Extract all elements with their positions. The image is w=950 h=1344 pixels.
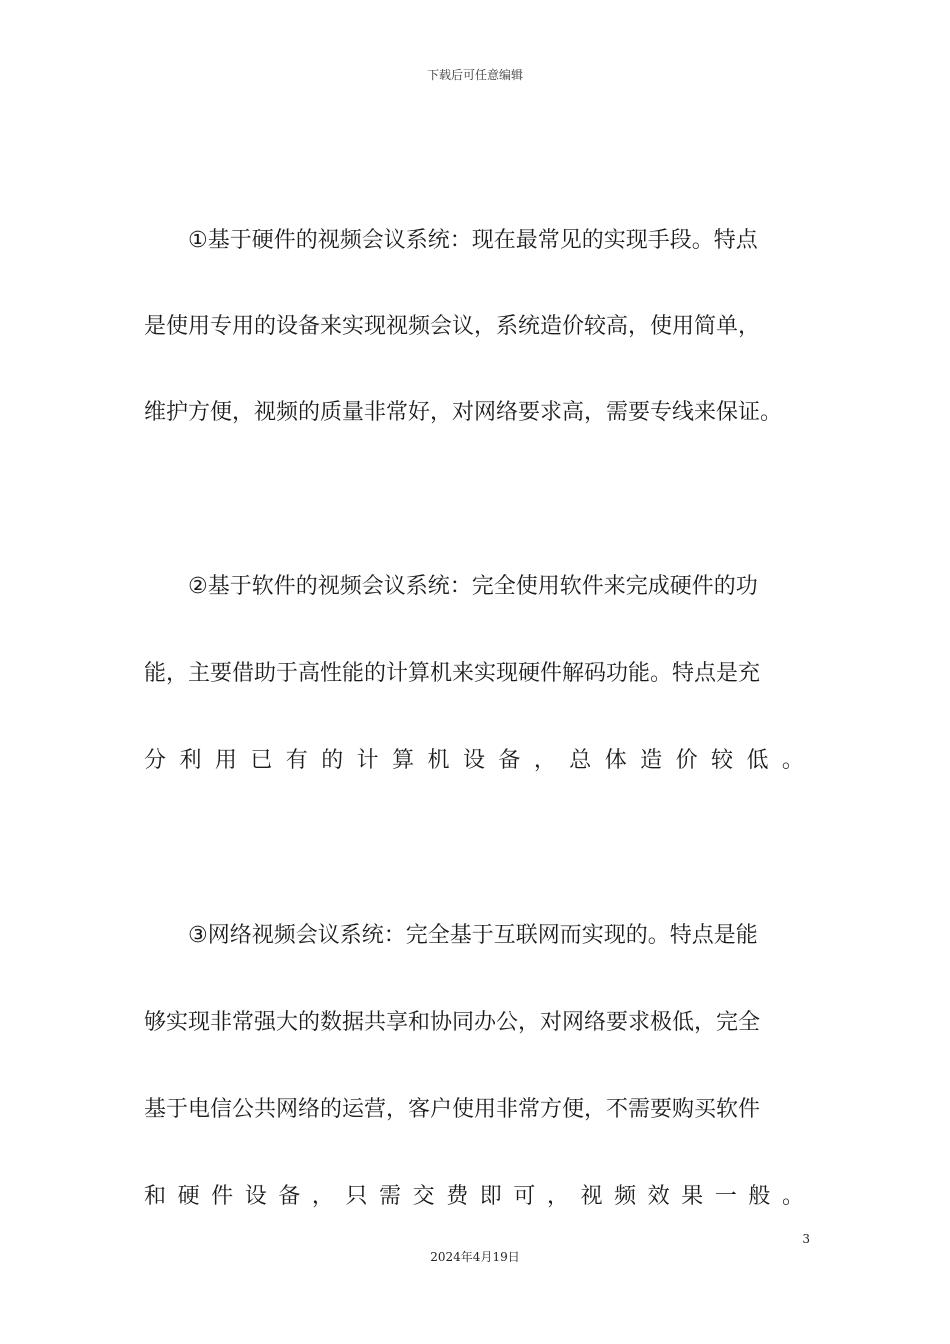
justified-glyph: 设 bbox=[462, 748, 485, 773]
justified-glyph: 利 bbox=[179, 748, 202, 773]
justified-glyph: 需 bbox=[379, 1184, 402, 1209]
justified-glyph: 和 bbox=[144, 1184, 167, 1209]
justified-glyph: 效 bbox=[647, 1184, 670, 1209]
justified-glyph: 总 bbox=[569, 748, 592, 773]
justified-glyph: 机 bbox=[427, 748, 450, 773]
paragraph-3-line-3: 基于电信公共网络的运营，客户使用非常方便，不需要购买软件 bbox=[144, 1097, 761, 1122]
justified-glyph: ， bbox=[311, 1184, 334, 1209]
justified-glyph: 体 bbox=[604, 748, 627, 773]
justified-glyph: 算 bbox=[392, 748, 415, 773]
footer-date: 2024年4月19日 bbox=[430, 1250, 520, 1264]
justified-glyph: 计 bbox=[356, 748, 379, 773]
justified-glyph: 已 bbox=[250, 748, 273, 773]
justified-glyph: 用 bbox=[214, 748, 237, 773]
justified-glyph: 视 bbox=[580, 1184, 603, 1209]
justified-glyph: 件 bbox=[211, 1184, 234, 1209]
header-note: 下载后可任意编辑 bbox=[426, 68, 523, 82]
paragraph-1-line-3: 维护方便，视频的质量非常好，对网络要求高，需要专线来保证。 bbox=[144, 400, 783, 425]
justified-glyph: 费 bbox=[446, 1184, 469, 1209]
justified-glyph: 价 bbox=[675, 748, 698, 773]
justified-glyph: 一 bbox=[714, 1184, 737, 1209]
justified-glyph: 备 bbox=[278, 1184, 301, 1209]
page-number: 3 bbox=[802, 1232, 810, 1246]
justified-glyph: 只 bbox=[345, 1184, 368, 1209]
paragraph-2-line-3 bbox=[144, 746, 804, 776]
paragraph-3-line-2: 够实现非常强大的数据共享和协同办公，对网络要求极低，完全 bbox=[144, 1010, 761, 1035]
justified-glyph: 造 bbox=[640, 748, 663, 773]
justified-glyph: 可 bbox=[513, 1184, 536, 1209]
justified-glyph: 的 bbox=[321, 748, 344, 773]
paragraph-2-line-1: ②基于软件的视频会议系统：完全使用软件来完成硬件的功 bbox=[188, 574, 758, 599]
justified-glyph: 般 bbox=[748, 1184, 771, 1209]
justified-glyph: 。 bbox=[781, 1184, 804, 1209]
justified-glyph: 果 bbox=[681, 1184, 704, 1209]
paragraph-3-line-1: ③网络视频会议系统：完全基于互联网而实现的。特点是能 bbox=[188, 923, 758, 948]
justified-glyph: 低 bbox=[746, 748, 769, 773]
justified-glyph: 频 bbox=[614, 1184, 637, 1209]
paragraph-1-line-2: 是使用专用的设备来实现视频会议，系统造价较高，使用简单， bbox=[144, 314, 761, 339]
justified-glyph: 备 bbox=[498, 748, 521, 773]
justified-glyph: 。 bbox=[781, 748, 804, 773]
paragraph-2-line-2: 能，主要借助于高性能的计算机来实现硬件解码功能。特点是充 bbox=[144, 661, 761, 686]
justified-glyph: 分 bbox=[144, 748, 167, 773]
justified-glyph: ， bbox=[546, 1184, 569, 1209]
justified-glyph: 有 bbox=[285, 748, 308, 773]
justified-glyph: 即 bbox=[479, 1184, 502, 1209]
justified-glyph: ， bbox=[533, 748, 556, 773]
justified-glyph: 交 bbox=[412, 1184, 435, 1209]
justified-glyph: 设 bbox=[244, 1184, 267, 1209]
paragraph-1-line-1: ①基于硬件的视频会议系统：现在最常见的实现手段。特点 bbox=[188, 228, 758, 253]
paragraph-3-line-4 bbox=[144, 1182, 804, 1212]
justified-glyph: 硬 bbox=[177, 1184, 200, 1209]
justified-glyph: 较 bbox=[711, 748, 734, 773]
